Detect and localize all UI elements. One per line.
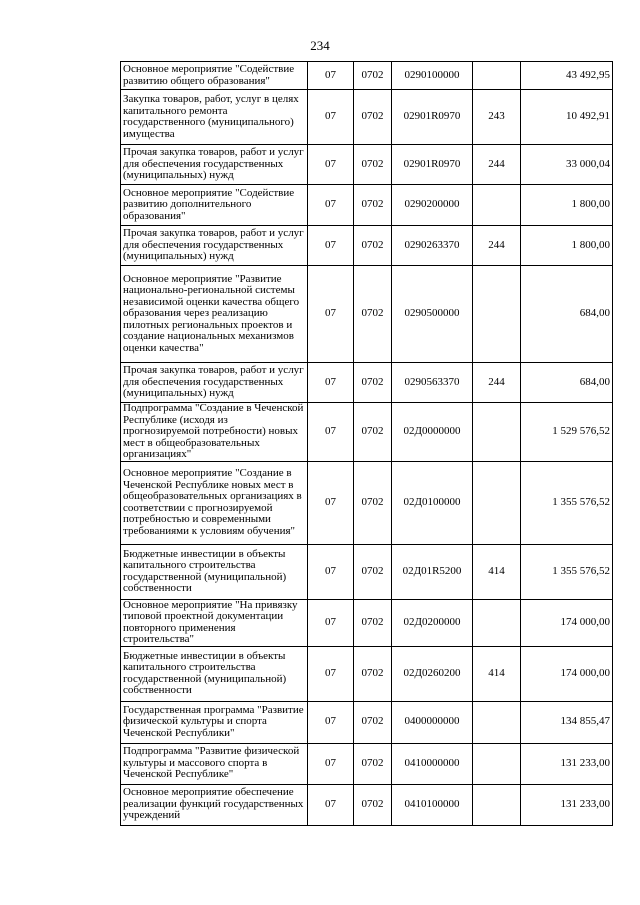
row-sum: 684,00 bbox=[521, 363, 613, 403]
row-sum: 1 355 576,52 bbox=[521, 461, 613, 544]
row-sum: 134 855,47 bbox=[521, 701, 613, 743]
table-row bbox=[121, 646, 613, 701]
row-expense-type: 244 bbox=[473, 145, 521, 185]
row-sum: 1 800,00 bbox=[521, 185, 613, 226]
row-expense-type bbox=[473, 784, 521, 825]
row-name: Государственная программа "Развитие физической культуры и спорта Чеченской Республики" bbox=[121, 701, 308, 743]
row-expense-type bbox=[473, 403, 521, 462]
row-razdel: 07 bbox=[308, 145, 354, 185]
table-row bbox=[121, 599, 613, 646]
row-target-article: 0400000000 bbox=[392, 701, 473, 743]
row-target-article: 0410100000 bbox=[392, 784, 473, 825]
row-podrazdel: 0702 bbox=[354, 646, 392, 701]
row-name: Основное мероприятие "Содействие развитию общего образования" bbox=[121, 62, 308, 90]
row-podrazdel: 0702 bbox=[354, 226, 392, 266]
row-name: Бюджетные инвестиции в объекты капитального строительства государственной (муниципальной) собственности bbox=[121, 646, 308, 701]
row-target-article: 0290263370 bbox=[392, 226, 473, 266]
row-expense-type: 244 bbox=[473, 363, 521, 403]
row-target-article: 02Д01R5200 bbox=[392, 544, 473, 599]
row-name: Бюджетные инвестиции в объекты капитального строительства государственной (муниципальной) собственности bbox=[121, 544, 308, 599]
row-name: Основное мероприятие "Содействие развитию дополнительного образования" bbox=[121, 185, 308, 226]
row-name: Подпрограмма "Развитие физической культуры и массового спорта в Чеченской Республике" bbox=[121, 743, 308, 784]
row-razdel: 07 bbox=[308, 90, 354, 145]
row-expense-type: 244 bbox=[473, 226, 521, 266]
row-podrazdel: 0702 bbox=[354, 701, 392, 743]
row-target-article: 02Д0260200 bbox=[392, 646, 473, 701]
budget-table-body bbox=[121, 62, 613, 826]
row-razdel: 07 bbox=[308, 226, 354, 266]
row-expense-type bbox=[473, 62, 521, 90]
row-podrazdel: 0702 bbox=[354, 743, 392, 784]
row-target-article: 02901R0970 bbox=[392, 90, 473, 145]
row-name: Основное мероприятие "Создание в Чеченской Республике новых мест в общеобразовательных организациях в соответствии с прогнозируемой потребностью и современными требованиями к условиям обучения" bbox=[121, 461, 308, 544]
table-row bbox=[121, 784, 613, 825]
row-expense-type: 414 bbox=[473, 646, 521, 701]
row-podrazdel: 0702 bbox=[354, 185, 392, 226]
row-sum: 33 000,04 bbox=[521, 145, 613, 185]
row-sum: 174 000,00 bbox=[521, 599, 613, 646]
table-row bbox=[121, 461, 613, 544]
row-name: Закупка товаров, работ, услуг в целях капитального ремонта государственного (муниципального) имущества bbox=[121, 90, 308, 145]
row-podrazdel: 0702 bbox=[354, 544, 392, 599]
row-target-article: 0290563370 bbox=[392, 363, 473, 403]
table-row bbox=[121, 363, 613, 403]
row-podrazdel: 0702 bbox=[354, 461, 392, 544]
row-podrazdel: 0702 bbox=[354, 599, 392, 646]
table-row bbox=[121, 145, 613, 185]
row-target-article: 02Д0200000 bbox=[392, 599, 473, 646]
row-expense-type bbox=[473, 266, 521, 363]
row-razdel: 07 bbox=[308, 743, 354, 784]
table-row bbox=[121, 226, 613, 266]
row-podrazdel: 0702 bbox=[354, 403, 392, 462]
row-podrazdel: 0702 bbox=[354, 363, 392, 403]
table-row bbox=[121, 185, 613, 226]
table-row bbox=[121, 743, 613, 784]
row-sum: 43 492,95 bbox=[521, 62, 613, 90]
budget-table bbox=[120, 61, 613, 826]
table-row bbox=[121, 90, 613, 145]
row-razdel: 07 bbox=[308, 784, 354, 825]
row-target-article: 0290200000 bbox=[392, 185, 473, 226]
row-name: Прочая закупка товаров, работ и услуг для обеспечения государственных (муниципальных) нужд bbox=[121, 145, 308, 185]
row-expense-type: 414 bbox=[473, 544, 521, 599]
row-expense-type bbox=[473, 461, 521, 544]
row-podrazdel: 0702 bbox=[354, 90, 392, 145]
table-row bbox=[121, 544, 613, 599]
row-target-article: 0410000000 bbox=[392, 743, 473, 784]
table-row bbox=[121, 701, 613, 743]
row-razdel: 07 bbox=[308, 266, 354, 363]
row-name: Прочая закупка товаров, работ и услуг для обеспечения государственных (муниципальных) нужд bbox=[121, 363, 308, 403]
row-name: Основное мероприятие "На привязку типовой проектной документации повторного применения строительства" bbox=[121, 599, 308, 646]
row-razdel: 07 bbox=[308, 544, 354, 599]
row-sum: 684,00 bbox=[521, 266, 613, 363]
row-sum: 10 492,91 bbox=[521, 90, 613, 145]
row-target-article: 02Д0000000 bbox=[392, 403, 473, 462]
row-target-article: 02901R0970 bbox=[392, 145, 473, 185]
row-razdel: 07 bbox=[308, 646, 354, 701]
row-sum: 1 355 576,52 bbox=[521, 544, 613, 599]
row-sum: 131 233,00 bbox=[521, 784, 613, 825]
page-number: 234 bbox=[310, 38, 330, 53]
row-razdel: 07 bbox=[308, 185, 354, 226]
row-razdel: 07 bbox=[308, 599, 354, 646]
row-sum: 174 000,00 bbox=[521, 646, 613, 701]
row-expense-type bbox=[473, 743, 521, 784]
table-row bbox=[121, 266, 613, 363]
row-podrazdel: 0702 bbox=[354, 145, 392, 185]
row-name: Прочая закупка товаров, работ и услуг для обеспечения государственных (муниципальных) нужд bbox=[121, 226, 308, 266]
row-razdel: 07 bbox=[308, 363, 354, 403]
row-sum: 131 233,00 bbox=[521, 743, 613, 784]
row-sum: 1 800,00 bbox=[521, 226, 613, 266]
row-podrazdel: 0702 bbox=[354, 62, 392, 90]
row-expense-type bbox=[473, 599, 521, 646]
row-expense-type: 243 bbox=[473, 90, 521, 145]
row-sum: 1 529 576,52 bbox=[521, 403, 613, 462]
row-target-article: 0290500000 bbox=[392, 266, 473, 363]
row-name: Подпрограмма "Создание в Чеченской Республике (исходя из прогнозируемой потребности) новых мест в общеобразовательных организациях" bbox=[121, 403, 308, 462]
row-razdel: 07 bbox=[308, 461, 354, 544]
row-podrazdel: 0702 bbox=[354, 266, 392, 363]
row-expense-type bbox=[473, 185, 521, 226]
row-razdel: 07 bbox=[308, 62, 354, 90]
table-row bbox=[121, 62, 613, 90]
row-razdel: 07 bbox=[308, 403, 354, 462]
row-name: Основное мероприятие обеспечение реализации функций государственных учреждений bbox=[121, 784, 308, 825]
row-razdel: 07 bbox=[308, 701, 354, 743]
row-target-article: 02Д0100000 bbox=[392, 461, 473, 544]
row-podrazdel: 0702 bbox=[354, 784, 392, 825]
table-row bbox=[121, 403, 613, 462]
row-name: Основное мероприятие "Развитие национально-региональной системы независимой оценки качества общего образования через реализацию пилотных региональных проектов и создание национальных механизмов оценки качества" bbox=[121, 266, 308, 363]
row-expense-type bbox=[473, 701, 521, 743]
row-target-article: 0290100000 bbox=[392, 62, 473, 90]
